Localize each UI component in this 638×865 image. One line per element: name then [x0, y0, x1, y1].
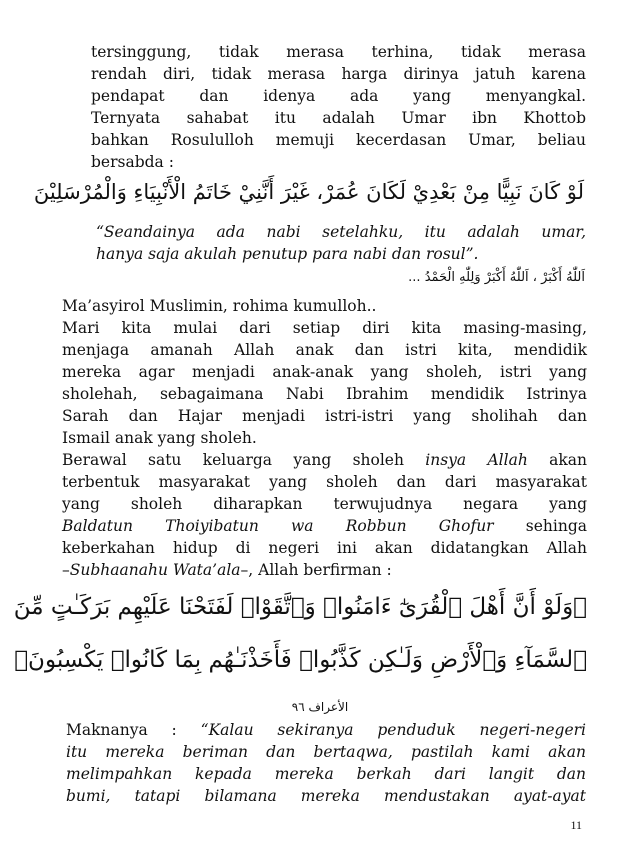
quran-verse-line-1: ﴿وَلَوْ أَنَّ أَهْلَ ٱلْقُرَىٰٓ ءَامَنُوا۟ وَٱتَّقَوْا۟ لَفَتَحْنَا عَلَيْهِم بَرَكَـٰتٍ مِّنَ — [13, 594, 587, 620]
text-line: hanya saja akulah penutup para nabi dan rosul”. — [96, 245, 479, 263]
text-line: keberkahan hidup di negeri ini akan didatangkan Allah — [62, 539, 587, 557]
verse-reference: الأعراف ٩٦ — [291, 700, 349, 714]
text-line: menjaga amanah Allah anak dan istri kita, mendidik — [62, 341, 587, 359]
meaning-label: Maknanya : — [66, 721, 201, 739]
text-line: yang sholeh diharapkan terwujudnya negara yang — [62, 495, 587, 513]
page-number: 11 — [570, 818, 582, 832]
emphasis: insya Allah — [425, 451, 528, 469]
text-line: Baldatun Thoiyibatun wa Robbun Ghofur sehinga — [62, 517, 588, 535]
quran-verse-line-2: ٱلسَّمَآءِ وَٱلْأَرْضِ وَلَـٰكِن كَذَّبُوا۟ فَأَخَذْنَـٰهُم بِمَا كَانُوا۟ يَكْسِبُونَ﴾ — [14, 647, 587, 673]
text-line: bumi, tatapi bilamana mereka mendustakan ayat-ayat — [66, 787, 586, 805]
text-line: Maknanya : “Kalau sekiranya penduduk negeri-negeri — [66, 721, 586, 739]
text-line: mereka agar menjadi anak-anak yang sholeh, istri yang — [62, 363, 587, 381]
text-line: “Seandainya ada nabi setelahku, itu adalah umar, — [96, 223, 586, 241]
text-line: Ismail anak yang sholeh. — [62, 429, 257, 447]
takbir-arabic: اَللّٰهُ أَكْبَرْ ، اَللّٰهُ أَكْبَرْ وَلِلّٰهِ الْحَمْدُ ... — [408, 270, 585, 285]
text-line: itu mereka beriman dan bertaqwa, pastilah kami akan — [66, 743, 586, 761]
text-line: melimpahkan kepada mereka berkah dari langit dan — [66, 765, 586, 783]
text-line: Mari kita mulai dari setiap diri kita masing-masing, — [62, 319, 587, 337]
text-line: Ma’asyirol Muslimin, rohima kumulloh.. — [62, 297, 377, 315]
text-line: Ternyata sahabat itu adalah Umar ibn Khottob — [91, 109, 586, 127]
text-line: bahkan Rosululloh memuji kecerdasan Umar, beliau — [91, 131, 586, 149]
text-line: Sarah dan Hajar menjadi istri-istri yang sholihah dan — [62, 407, 587, 425]
text-line: terbentuk masyarakat yang sholeh dan dari masyarakat — [62, 473, 587, 491]
text-line: sholehah, sebagaimana Nabi Ibrahim mendidik Istrinya — [62, 385, 587, 403]
emphasis: Subhaanahu Wata’ala — [69, 561, 241, 579]
text-line: –Subhaanahu Wata’ala–, Allah berfirman : — [62, 561, 392, 579]
emphasis: Baldatun Thoiyibatun wa Robbun Ghofur — [62, 517, 494, 535]
text-line: Berawal satu keluarga yang sholeh insya Allah akan — [62, 451, 587, 469]
text-line: rendah diri, tidak merasa harga dirinya jatuh karena — [91, 65, 586, 83]
text-line: tersinggung, tidak merasa terhina, tidak merasa — [91, 43, 586, 61]
text-line: pendapat dan idenya ada yang menyangkal. — [91, 87, 586, 105]
text-line: bersabda : — [91, 153, 174, 171]
hadith-arabic: لَوْ كَانَ نَبِيًّا مِنْ بَعْدِيْ لَكَانَ عُمَرْ، غَيْرَ أَنَّنِيْ خَاتَمُ الْأَنْبِيَاءِ وَالْمُرْسَلِيْنَ — [33, 180, 584, 204]
